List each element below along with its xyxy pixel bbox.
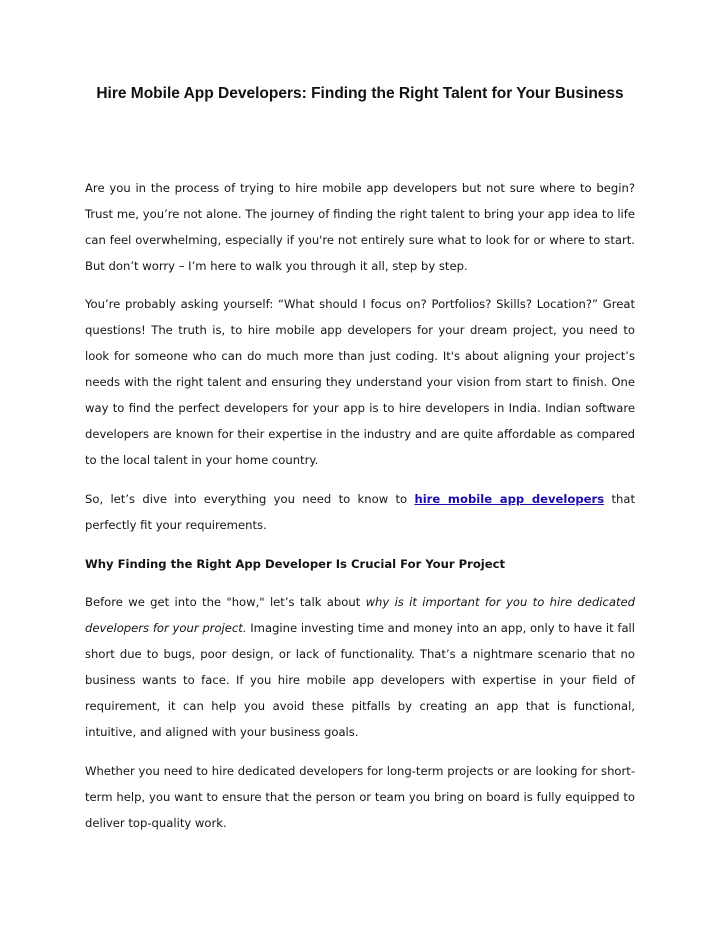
document-body bbox=[85, 175, 635, 849]
section-heading: Why Finding the Right App Developer Is Crucial For Your Project bbox=[85, 557, 506, 571]
paragraph-why-italic: why is it important for you to hire dedicated developers for your project. bbox=[85, 595, 636, 635]
paragraph-questions: You’re probably asking yourself: “What should I focus on? Portfolios? Skills? Location?” Great questions! The truth is, to hire mobile app developers for your dream project, you need to look for someone who can do much more than just coding. It's about aligning your project’s needs with the right talent and ensuring they understand your vision from start to finish. One way to find the perfect developers for your app is to hire developers in India. Indian software developers are known for their expertise in the industry and are quite affordable as compared to the local talent in your home country. bbox=[85, 297, 635, 467]
paragraph-dive-in bbox=[85, 486, 635, 538]
paragraph-why-text-after: Imagine investing time and money into an app, only to have it fall short due to bugs, poor design, or lack of functionality. That’s a nightmare scenario that no business wants to face. If you hire mobile app developers with expertise in your field of requirement, it can help you avoid these pitfalls by creating an app that is functional, intuitive, and aligned with your business goals. bbox=[85, 621, 635, 739]
paragraph-why-text-before: Before we get into the "how," let’s talk about bbox=[85, 595, 366, 609]
paragraph-why-important bbox=[85, 589, 635, 745]
hire-mobile-app-developers-link[interactable]: hire mobile app developers bbox=[414, 492, 605, 506]
paragraph-dedicated: Whether you need to hire dedicated developers for long-term projects or are looking for short-term help, you want to ensure that the person or team you bring on board is fully equipped to deliver top-quality work. bbox=[85, 764, 635, 830]
document-title: Hire Mobile App Developers: Finding the Right Talent for Your Business bbox=[96, 85, 624, 102]
paragraph-dive-in-text-after: that perfectly fit your requirements. bbox=[85, 492, 635, 532]
paragraph-intro: Are you in the process of trying to hire mobile app developers but not sure where to begin? Trust me, you’re not alone. The journey of finding the right talent to bring your app idea to life can feel overwhelming, especially if you're not entirely sure what to look for or where to start. But don’t worry – I’m here to walk you through it all, step by step. bbox=[85, 181, 635, 273]
paragraph-dive-in-text-before: So, let’s dive into everything you need to know to bbox=[85, 492, 415, 506]
